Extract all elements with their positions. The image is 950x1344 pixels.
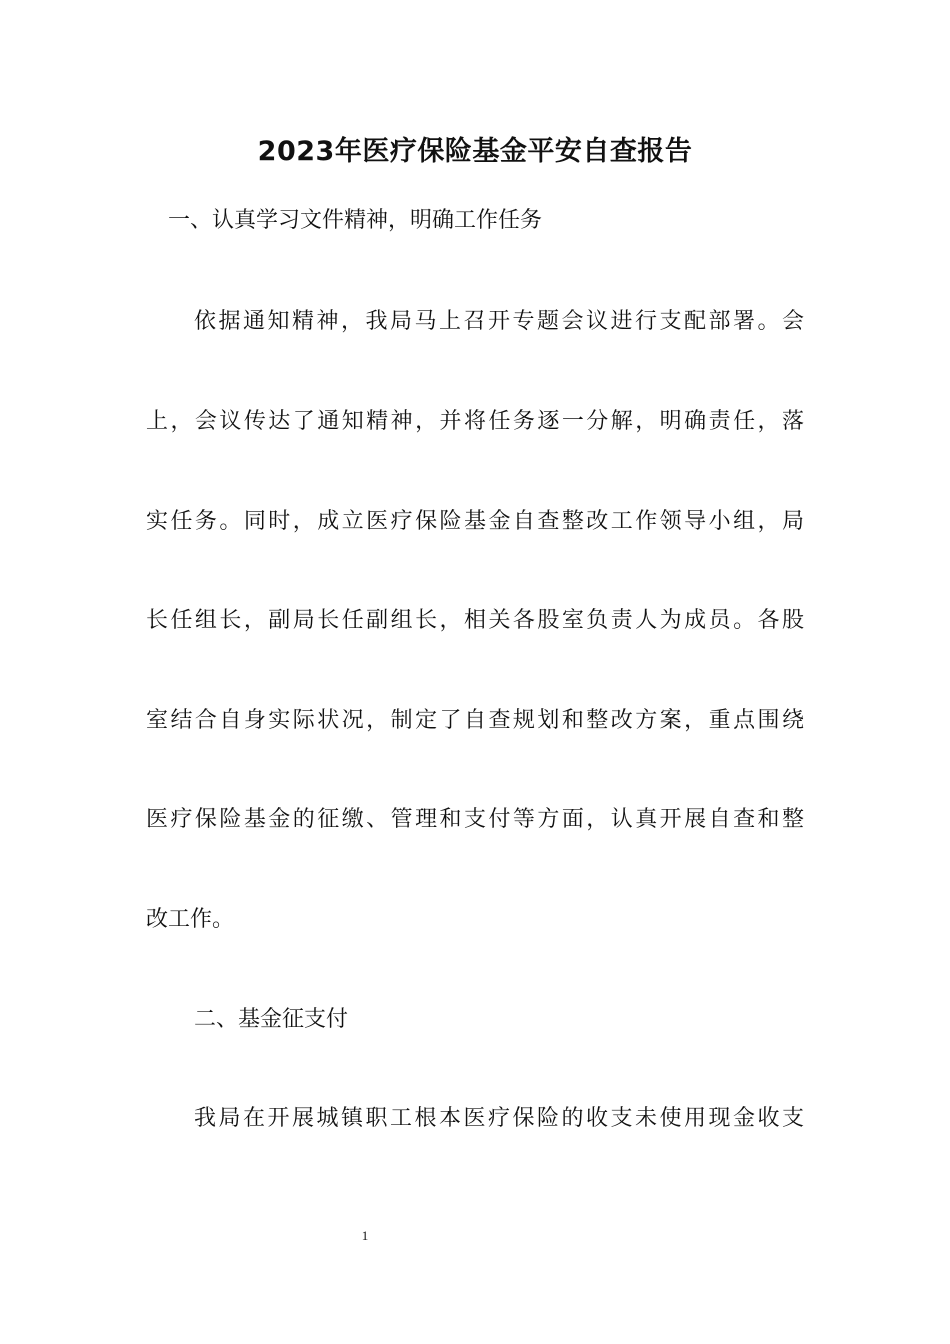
paragraph-1-line-1: 依据通知精神，我局马上召开专题会议进行支配部署。会 [194,309,804,334]
paragraph-1-line-4: 长任组长，副局长任副组长，相关各股室负责人为成员。各股 [146,608,804,633]
paragraph-2-line-1: 我局在开展城镇职工根本医疗保险的收支未使用现金收支 [194,1106,804,1131]
paragraph-1-line-7: 改工作。 [146,907,235,932]
section-heading-2: 二、基金征支付 [194,1007,349,1032]
paragraph-1-line-6: 医疗保险基金的征缴、管理和支付等方面，认真开展自查和整 [146,807,804,832]
paragraph-1-line-2: 上，会议传达了通知精神，并将任务逐一分解，明确责任，落 [146,409,804,434]
page-number: 1 [361,1228,369,1243]
paragraph-1-line-5: 室结合自身实际状况，制定了自查规划和整改方案，重点围绕 [146,708,804,733]
document-title: 2023年医疗保险基金平安自查报告 [257,136,693,167]
paragraph-1-line-3: 实任务。同时，成立医疗保险基金自查整改工作领导小组，局 [146,509,804,534]
section-heading-1: 一、认真学习文件精神，明确工作任务 [168,208,543,233]
